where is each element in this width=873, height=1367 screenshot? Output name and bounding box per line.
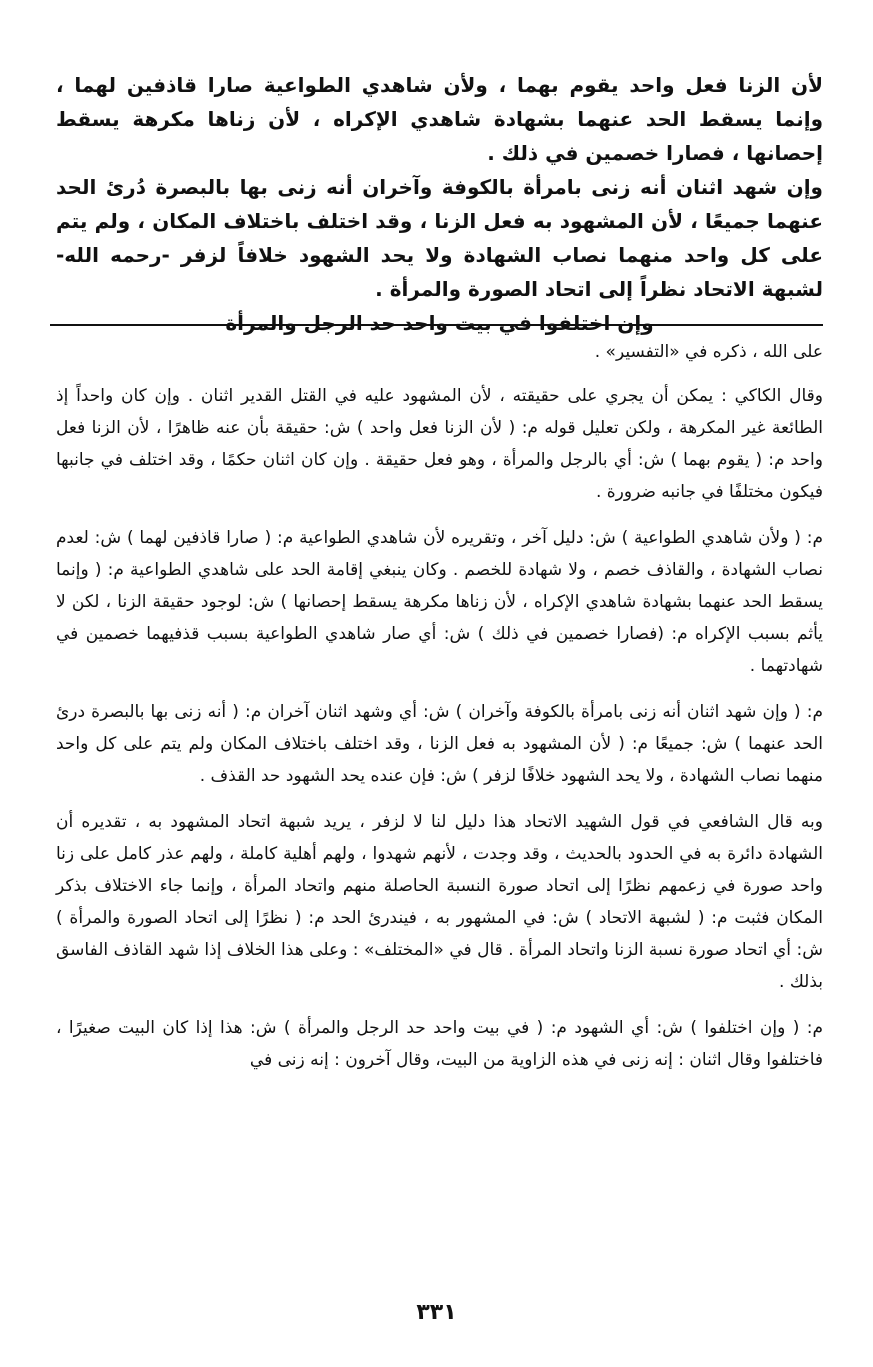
- commentary-paragraph: وبه قال الشافعي في قول الشهيد الاتحاد هذا دليل لنا لا لزفر ، يريد شبهة اتحاد المشهود به ، تقديره أن الشهادة دائرة به في الحدود بالحديث ، وقد وجدت ، لأنهم شهدوا ، ولهم أهلية كاملة ، ولهم عذر كامل على زنا واحد صورة في زعمهم نظرًا إلى اتحاد صورة النسبة الحاصلة منهم واتحاد المرأة ، وإنما جاء الاختلاف بذكر المكان فثبت م: ( لشبهة الاتحاد ) ش: في المشهور به ، فيندرئ الحد م: ( نظرًا إلى اتحاد الصورة والمرأة ) ش: أي اتحاد صورة نسبة الزنا واتحاد المرأة . قال في «المختلف» : وعلى هذا الخلاف إذا شهد القاذف الفاسق بذلك .: [56, 812, 823, 992]
- commentary-paragraph: م: ( وإن اختلفوا ) ش: أي الشهود م: ( في بيت واحد حد الرجل والمرأة ) ش: هذا إذا كان البيت صغيرًا ، فاختلفوا وقال اثنان : إنه زنى في هذه الزاوية من البيت، وقال آخرون : إنه زنى في: [56, 1018, 823, 1070]
- main-text-heading: وإن اختلفوا في بيت واحد حد الرجل والمرأة: [225, 311, 654, 335]
- commentary-text: [56, 336, 823, 1090]
- main-text-paragraph: وإن شهد اثنان أنه زنى بامرأة بالكوفة وآخران أنه زنى بها بالبصرة دُرئ الحد عنهما جميعًا ، لأن المشهود به فعل الزنا ، وقد اختلف باختلاف المكان ، ولم يتم على كل واحد منهما نصاب الشهادة ولا يحد الشهود خلافاً لزفر -رحمه الله- لشبهة الاتحاد نظراً إلى اتحاد الصورة والمرأة .: [56, 175, 823, 301]
- commentary-paragraph: على الله ، ذكره في «التفسير» .: [594, 342, 823, 362]
- page-number: ٣٣١: [416, 1300, 457, 1325]
- commentary-paragraph: وقال الكاكي : يمكن أن يجري على حقيقته ، لأن المشهود عليه في القتل القدير اثنان . وإن كان واحداً إذ الطائعة غير المكرهة ، ولكن تعليل قوله م: ( لأن الزنا فعل واحد ) ش: حقيقة بأن عنه ظاهرًا ، لأن الزنا فعل واحد م: ( يقوم بهما ) ش: أي بالرجل والمرأة ، وهو فعل حقيقة . وإن كان اثنان حكمًا ، وقد اختلف في جانبها فيكون مختلفًا في جانبه ضرورة .: [56, 386, 823, 502]
- separator-rule: [50, 324, 823, 326]
- main-text: [56, 68, 823, 340]
- commentary-paragraph: م: ( ولأن شاهدي الطواعية ) ش: دليل آخر ، وتقريره لأن شاهدي الطواعية م: ( صارا قاذفين لهما ) ش: لعدم نصاب الشهادة ، والقاذف خصم ، ولا شهادة للخصم . وكان ينبغي إقامة الحد على شاهدي الطواعية م: ( وإنما يسقط الحد عنهما بشهادة شاهدي الإكراه ، لأن زناها مكرهة يسقط إحصانها ) ش: لوجود حقيقة الزنا ، لكن لا يأثم بسبب الإكراه م: (فصارا خصمين في ذلك ) ش: أي صار شاهدي الطواعية بسبب قذفيهما خصمين في شهادتهما .: [56, 528, 823, 676]
- commentary-paragraph: م: ( وإن شهد اثنان أنه زنى بامرأة بالكوفة وآخران ) ش: أي وشهد اثنان آخران م: ( أنه زنى بها بالبصرة درئ الحد عنهما ) ش: جميعًا م: ( لأن المشهود به فعل الزنا ، وقد اختلف باختلاف المكان ولم يتم على كل واحد منهما نصاب الشهادة ، ولا يحد الشهود خلافًا لزفر ) ش: فإن عنده يحد الشهود حد القذف .: [56, 702, 823, 786]
- main-text-paragraph: لأن الزنا فعل واحد يقوم بهما ، ولأن شاهدي الطواعية صارا قاذفين لهما ، وإنما يسقط الحد عنهما بشهادة شاهدي الإكراه ، لأن زناها مكرهة يسقط إحصانها ، فصارا خصمين في ذلك .: [56, 73, 823, 165]
